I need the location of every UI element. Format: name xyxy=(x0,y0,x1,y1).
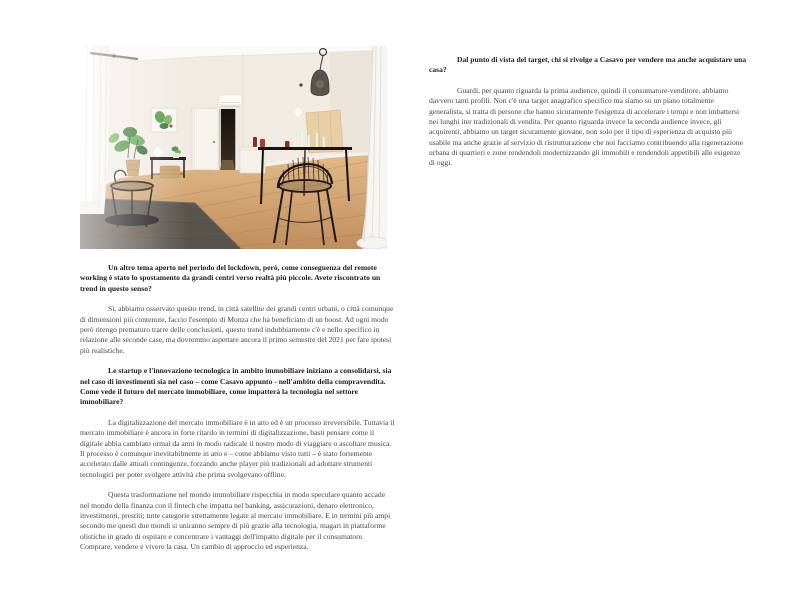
left-column xyxy=(80,46,396,563)
interview-answer: Sì, abbiamo osservato questo trend, in città satellite dei grandi centri urbani, o città comunque di dimensioni più contenute, faccio l'esempio di Monza che ha beneficiato di un boost. Ad ogni modo però ritengo prematuro trarre delle conclusioni, questo trend indubbiamente c'è e nello specifico in relazione alle seconde case, ma dovremmo aspettare ancora il primo semestre del 2021 per fare ipotesi più realistiche. xyxy=(80,304,394,355)
interview-question: Dal punto di vista del target, chi si rivolge a Casavo per vendere ma anche acquistare una casa? xyxy=(429,55,747,75)
article-photo xyxy=(80,46,387,249)
interview-answer: La digitalizzazione del mercato immobiliare è in atto ed è un processo irreversibile. Tuttavia il mercato immobiliare è ancora in forte ritardo in termini di digitalizzazione, basti pensare come il digitale abbia cambiato ormai da anni in modo radicale il nostro modo di viaggiare o ascoltare musica. Il processo è comunque inevitabilmente in atto e – come abbiamo visto tutti – è stato fortemente accelerato dalle attuali contingenze, forzando anche player più tradizionali ad adottare strumenti tecnologici per poter svolgere attività che prima svolgevano offline. xyxy=(80,418,395,479)
interview-question: Un altro tema aperto nel periodo del lockdown, però, come conseguenza del remote working è stato lo spostamento da grandi centri verso realtà più piccole. Avete riscontrato un trend in questo senso? xyxy=(80,263,381,293)
interview-answer: Questa trasformazione nel mondo immobiliare rispecchia in modo speculare quanto accade nel mondo della finanza con il fintech che impatta nel banking, assicurazioni, denaro elettronico, investimenti, prestiti; tutte categorie strettamente legate al mercato immobiliare. E in termini più ampi secondo me questi due mondi si uniranno sempre di più grazie alla tecnologia, magari in piattaforme olistiche in grado di ospitare e concentrare i vantaggi dell'impatto digitale per il consumatore. Comprare, vendere e vivere la casa. Un cambio di approccio ed esperienza. xyxy=(80,490,391,551)
interview-answer: Guardi, per quanto riguarda la prima audience, quindi il consumatore-venditore, abbiamo davvero tanti profili. Non c'è una target anagrafico specifico ma siamo su un piano totalmente generalista, si tratta di persone che hanno sicuramente l'esigenza di accelerare i tempi e non imbattersi nei lunghi iter tradizionali di vendita. Per quanto riguarda invece la seconda audience invece, gli acquirenti, abbiamo un target sicuramente giovane, non solo per il tipo di esperienza di acquisto più usabile ma anche grazie al servizio di ristrutturazione che noi facciamo contribuendo alla rigenerazione urbana di quartieri e zone rendendoli modernizzando gli immobili e rendendoli appetibili alle esigenze di oggi. xyxy=(429,86,743,168)
right-column xyxy=(429,55,748,179)
interview-question: Le startup e l'innovazione tecnologica in ambito immobiliare iniziano a consolidarsi, sia nel caso di investimenti sia nel caso – come Casavo appunto - nell'ambito della compravendita. Come vede il futuro del mercato immobiliare, come impatterà la tecnologia nel settore immobiliare? xyxy=(80,366,392,407)
window-light xyxy=(80,46,387,249)
